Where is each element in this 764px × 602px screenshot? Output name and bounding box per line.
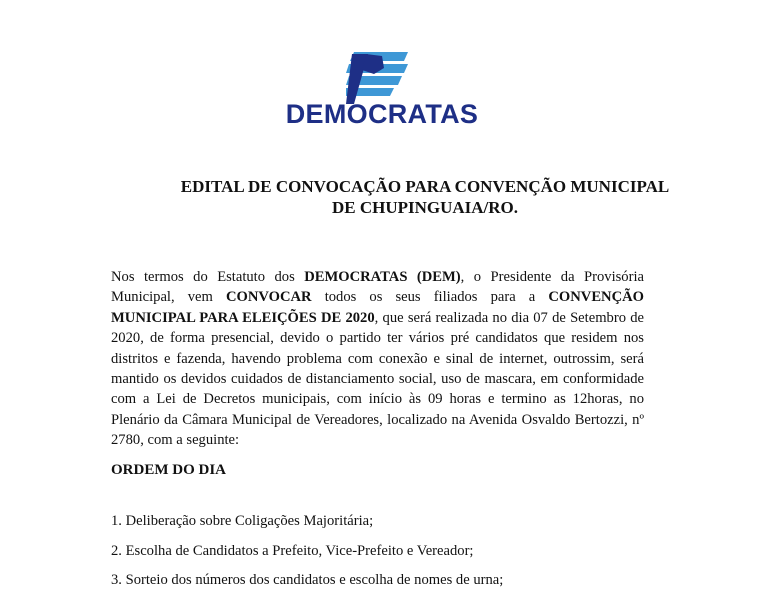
title-line-1: EDITAL DE CONVOCAÇÃO PARA CONVENÇÃO MUNICIPAL — [180, 177, 670, 196]
body-text-4: , que será realizada no dia 07 de Setembro de 2020, de forma presencial, devido o partido ter vários pré candidatos que residem nos distritos e fazenda, havendo problema com conexão e sinal de internet, outrossim, será mantido os devidos cuidados de distanciamento social, uso de mascara, em conformidade com a Lei de Decretos municipais, com início às 09 horas e termino as 12horas, no Plenário da Câmara Municipal de Vereadores, localizado na Avenida Osvaldo Bertozzi, nº 2780, com a seguinte: — [111, 309, 644, 449]
democratas-logo-icon — [346, 52, 410, 104]
body-text-2: , o Presidente da Provisória Municipal, vem — [111, 269, 644, 306]
title-line-2: DE CHUPINGUAIA/RO. — [331, 198, 519, 217]
party-logo — [0, 0, 764, 140]
convocation-paragraph — [111, 267, 644, 451]
document-title — [100, 176, 750, 218]
convoke-word: CONVOCAR — [225, 289, 312, 306]
agenda-list — [111, 513, 711, 602]
convention-name: CONVENÇÃO MUNICIPAL PARA ELEIÇÕES DE 2020 — [111, 289, 645, 326]
agenda-item: 2. Escolha de Candidatos a Prefeito, Vice-Prefeito e Vereador; — [111, 542, 474, 559]
party-acronym: DEMOCRATAS (DEM) — [304, 269, 461, 285]
agenda-item: 3. Sorteio dos números dos candidatos e escolha de nomes de urna; — [111, 572, 504, 588]
party-name: DEMOCRATAS — [285, 99, 479, 129]
body-text-1: Nos termos do Estatuto dos — [111, 269, 305, 285]
agenda-item: 1. Deliberação sobre Coligações Majoritária; — [111, 513, 374, 529]
agenda-heading: ORDEM DO DIA — [111, 462, 226, 478]
body-text-3: todos os seus filiados para a — [311, 289, 549, 306]
convocation-body — [111, 267, 644, 451]
